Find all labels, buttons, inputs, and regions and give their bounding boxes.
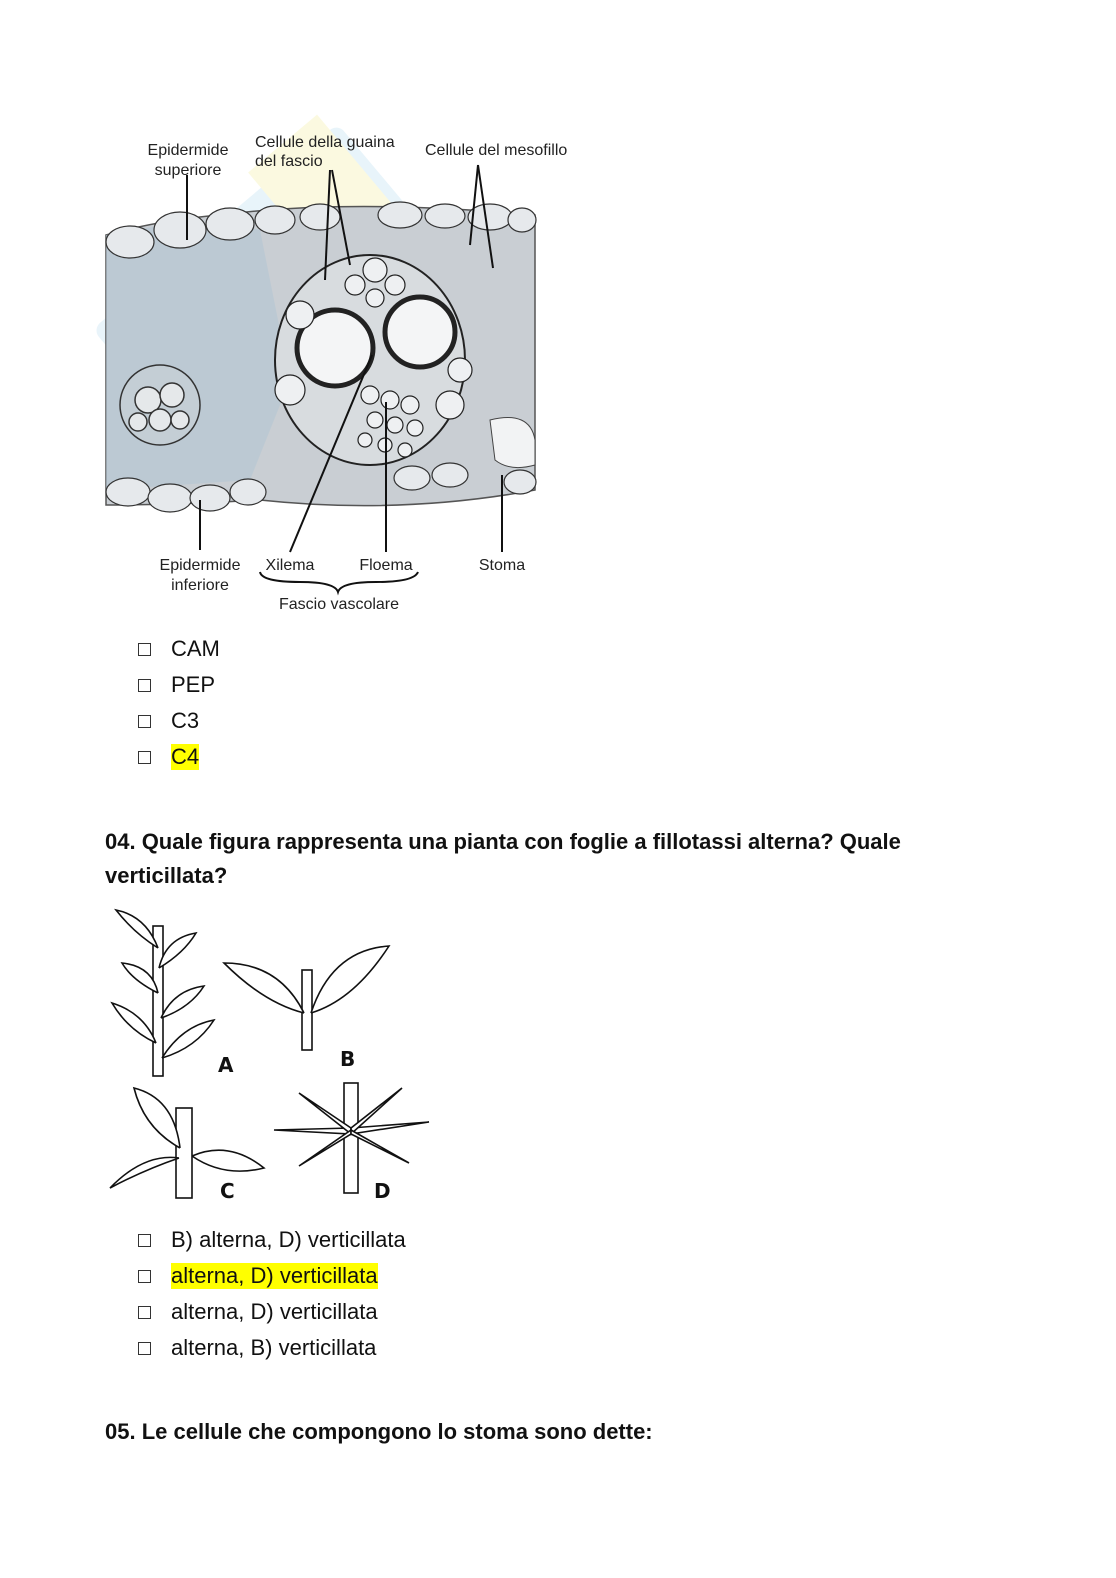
option-c4[interactable] <box>138 739 220 775</box>
leaf-cross-section-figure <box>100 120 600 620</box>
option-2[interactable] <box>138 1258 406 1294</box>
checkbox[interactable] <box>138 643 151 656</box>
option-label-highlighted: C4 <box>171 744 200 769</box>
checkbox[interactable] <box>138 1306 151 1319</box>
question4-text: 04. Quale figura rappresenta una pianta con foglie a fillotassi alterna? Quale verticillata? <box>105 829 901 888</box>
label-epidermide-superiore-1: Epidermide <box>147 142 229 159</box>
option-pep[interactable] <box>138 667 220 703</box>
checkbox[interactable] <box>138 1270 151 1283</box>
option-label: PEP <box>171 672 216 697</box>
option-c3[interactable] <box>138 703 220 739</box>
label-epidermide-inferiore-1: Epidermide <box>159 557 241 574</box>
checkbox[interactable] <box>138 679 151 692</box>
label-mesofillo: Cellule del mesofillo <box>425 142 568 159</box>
label-stoma: Stoma <box>478 557 526 574</box>
figure-letter-b: B <box>340 1047 356 1071</box>
option-label: alterna, B) verticillata <box>171 1335 377 1360</box>
label-guaina-1: Cellule della guaina <box>255 134 395 151</box>
question3-options <box>138 631 220 775</box>
option-3[interactable] <box>138 1294 406 1330</box>
label-floema: Floema <box>359 557 413 574</box>
option-label: alterna, D) verticillata <box>171 1299 378 1324</box>
option-label-highlighted: alterna, D) verticillata <box>171 1263 378 1288</box>
option-label: CAM <box>171 636 220 661</box>
question5-text: 05. Le cellule che compongono lo stoma sono dette: <box>105 1419 653 1444</box>
option-label: C3 <box>171 708 200 733</box>
label-fascio-vascolare: Fascio vascolare <box>278 596 400 613</box>
label-epidermide-superiore-2: superiore <box>154 162 222 179</box>
figure-letter-c: C <box>220 1179 235 1203</box>
question4-options <box>138 1222 406 1366</box>
checkbox[interactable] <box>138 1234 151 1247</box>
label-xilema: Xilema <box>265 557 315 574</box>
checkbox[interactable] <box>138 1342 151 1355</box>
option-4[interactable] <box>138 1330 406 1366</box>
checkbox[interactable] <box>138 715 151 728</box>
label-guaina-2: del fascio <box>255 153 323 170</box>
figure-letter-a: A <box>218 1053 234 1077</box>
option-1[interactable] <box>138 1222 406 1258</box>
phyllotaxis-figure <box>104 908 436 1208</box>
checkbox[interactable] <box>138 751 151 764</box>
label-epidermide-inferiore-2: inferiore <box>171 577 229 594</box>
figure-letter-d: D <box>374 1179 391 1203</box>
option-label: B) alterna, D) verticillata <box>171 1227 406 1252</box>
option-cam[interactable] <box>138 631 220 667</box>
